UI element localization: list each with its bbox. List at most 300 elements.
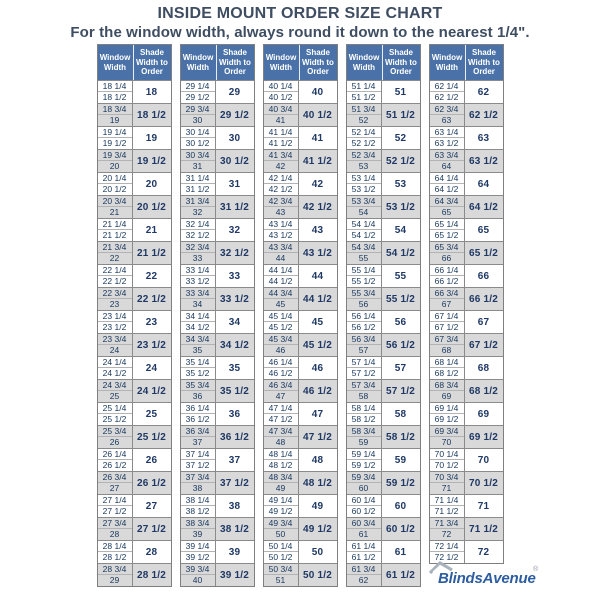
window-width-cell: 38 1/4 <box>181 495 215 506</box>
shade-width-header: Shade Width to Order <box>216 45 254 80</box>
size-row-group <box>430 149 503 172</box>
window-width-column <box>98 403 133 425</box>
window-width-cell: 54 1/2 <box>351 230 376 241</box>
window-width-cell: 26 3/4 <box>98 472 132 483</box>
shade-width-cell: 47 1/2 <box>302 431 332 443</box>
window-width-cell: 50 <box>275 529 286 540</box>
shade-width-cell: 70 1/2 <box>468 477 498 489</box>
shade-width-header: Shade Width to Order <box>465 45 503 80</box>
size-row-group <box>181 264 254 287</box>
window-width-cell: 33 <box>192 253 203 264</box>
window-width-cell: 37 1/2 <box>185 460 210 471</box>
window-width-column <box>264 265 299 287</box>
shade-width-header: Shade Width to Order <box>299 45 337 80</box>
shade-width-cell: 67 1/2 <box>468 339 498 351</box>
size-row-group <box>264 448 337 471</box>
window-width-cell: 72 1/2 <box>434 552 459 563</box>
window-width-cell: 63 1/2 <box>434 138 459 149</box>
window-width-cell: 50 3/4 <box>264 564 298 575</box>
window-width-column <box>430 150 465 172</box>
window-width-cell: 37 3/4 <box>181 472 215 483</box>
window-width-cell: 65 3/4 <box>430 242 464 253</box>
window-width-column <box>264 334 299 356</box>
shade-width-cell: 62 <box>477 86 490 98</box>
window-width-column <box>98 311 133 333</box>
shade-width-cell: 37 1/2 <box>219 477 249 489</box>
window-width-cell: 67 1/4 <box>430 311 464 322</box>
shade-width-cell: 30 <box>228 132 241 144</box>
window-width-column <box>264 127 299 149</box>
size-row-group <box>264 287 337 310</box>
window-width-cell: 33 1/2 <box>185 276 210 287</box>
column-headers <box>264 45 337 80</box>
window-width-cell: 34 1/2 <box>185 322 210 333</box>
window-width-column <box>264 104 299 126</box>
window-width-cell: 56 <box>358 299 369 310</box>
window-width-cell: 65 <box>441 207 452 218</box>
window-width-cell: 39 1/4 <box>181 541 215 552</box>
window-width-header: Window Width <box>181 45 216 80</box>
window-width-cell: 68 1/2 <box>434 368 459 379</box>
size-row-group <box>430 425 503 448</box>
window-width-cell: 46 1/4 <box>264 357 298 368</box>
window-width-cell: 22 <box>109 253 120 264</box>
size-table-column-group <box>97 44 172 587</box>
size-row-group <box>430 517 503 540</box>
shade-width-cell: 61 <box>394 546 407 558</box>
window-width-cell: 54 <box>358 207 369 218</box>
size-row-group <box>98 494 171 517</box>
shade-width-cell: 27 <box>145 500 158 512</box>
window-width-column <box>347 196 382 218</box>
size-row-group <box>347 425 420 448</box>
size-row-group <box>264 80 337 103</box>
shade-width-cell: 71 1/2 <box>468 523 498 535</box>
window-width-column <box>264 219 299 241</box>
window-width-column <box>264 242 299 264</box>
window-width-cell: 51 3/4 <box>347 104 381 115</box>
window-width-cell: 57 3/4 <box>347 380 381 391</box>
size-row-group <box>264 218 337 241</box>
size-row-group <box>98 517 171 540</box>
size-table-column-group <box>180 44 255 587</box>
window-width-column <box>98 196 133 218</box>
window-width-cell: 44 1/2 <box>268 276 293 287</box>
window-width-column <box>98 265 133 287</box>
size-row-group <box>347 287 420 310</box>
shade-width-cell: 50 1/2 <box>302 569 332 581</box>
window-width-cell: 18 3/4 <box>98 104 132 115</box>
shade-width-cell: 28 1/2 <box>136 569 166 581</box>
size-row-group <box>98 471 171 494</box>
window-width-column <box>181 334 216 356</box>
shade-width-cell: 54 1/2 <box>385 247 415 259</box>
window-width-cell: 43 1/4 <box>264 219 298 230</box>
size-row-group <box>181 379 254 402</box>
window-width-cell: 33 3/4 <box>181 288 215 299</box>
window-width-cell: 28 1/2 <box>102 552 127 563</box>
size-row-group <box>181 310 254 333</box>
window-width-cell: 23 1/2 <box>102 322 127 333</box>
size-row-group <box>98 126 171 149</box>
size-row-group <box>181 448 254 471</box>
window-width-cell: 29 3/4 <box>181 104 215 115</box>
window-width-cell: 60 1/2 <box>351 506 376 517</box>
size-table-column-group <box>346 44 421 587</box>
window-width-cell: 23 3/4 <box>98 334 132 345</box>
window-width-column <box>98 104 133 126</box>
size-row-group <box>98 80 171 103</box>
window-width-cell: 63 3/4 <box>430 150 464 161</box>
window-width-column <box>181 127 216 149</box>
size-row-group <box>181 103 254 126</box>
window-width-cell: 46 3/4 <box>264 380 298 391</box>
window-width-cell: 35 3/4 <box>181 380 215 391</box>
size-row-group <box>181 494 254 517</box>
shade-width-cell: 51 <box>394 86 407 98</box>
window-width-column <box>264 403 299 425</box>
window-width-cell: 38 3/4 <box>181 518 215 529</box>
shade-width-cell: 48 <box>311 454 324 466</box>
window-width-cell: 53 1/4 <box>347 173 381 184</box>
window-width-cell: 38 <box>192 483 203 494</box>
window-width-cell: 20 1/2 <box>102 184 127 195</box>
size-row-group <box>98 287 171 310</box>
shade-width-cell: 39 <box>228 546 241 558</box>
shade-width-cell: 52 1/2 <box>385 155 415 167</box>
size-row-group <box>264 310 337 333</box>
window-width-cell: 71 1/4 <box>430 495 464 506</box>
window-width-cell: 26 1/4 <box>98 449 132 460</box>
window-width-cell: 29 1/2 <box>185 92 210 103</box>
size-row-group <box>347 80 420 103</box>
window-width-cell: 18 1/2 <box>102 92 127 103</box>
window-width-cell: 35 1/4 <box>181 357 215 368</box>
window-width-column <box>98 288 133 310</box>
shade-width-cell: 63 1/2 <box>468 155 498 167</box>
size-row-group <box>181 333 254 356</box>
window-width-cell: 29 1/4 <box>181 81 215 92</box>
window-width-header: Window Width <box>98 45 133 80</box>
window-width-cell: 52 1/2 <box>351 138 376 149</box>
window-width-cell: 69 <box>441 391 452 402</box>
window-width-cell: 66 3/4 <box>430 288 464 299</box>
window-width-column <box>181 219 216 241</box>
window-width-cell: 43 3/4 <box>264 242 298 253</box>
window-width-column <box>347 518 382 540</box>
window-width-column <box>98 449 133 471</box>
window-width-column <box>98 242 133 264</box>
window-width-column <box>264 311 299 333</box>
size-row-group <box>264 494 337 517</box>
window-width-column <box>430 196 465 218</box>
window-width-column <box>264 564 299 586</box>
size-row-group <box>98 195 171 218</box>
window-width-cell: 39 3/4 <box>181 564 215 575</box>
shade-width-cell: 61 1/2 <box>385 569 415 581</box>
size-row-group <box>98 402 171 425</box>
window-width-cell: 53 <box>358 161 369 172</box>
window-width-cell: 39 1/2 <box>185 552 210 563</box>
window-width-cell: 22 1/4 <box>98 265 132 276</box>
logo-text: BlindsAvenue <box>438 570 536 587</box>
window-width-cell: 45 3/4 <box>264 334 298 345</box>
window-width-cell: 30 1/2 <box>185 138 210 149</box>
window-width-column <box>347 242 382 264</box>
window-width-cell: 24 1/4 <box>98 357 132 368</box>
size-row-group <box>430 126 503 149</box>
window-width-cell: 36 3/4 <box>181 426 215 437</box>
window-width-cell: 56 1/4 <box>347 311 381 322</box>
window-width-column <box>347 564 382 586</box>
window-width-cell: 49 1/2 <box>268 506 293 517</box>
window-width-cell: 23 1/4 <box>98 311 132 322</box>
shade-width-cell: 35 <box>228 362 241 374</box>
registered-mark: ® <box>533 566 539 573</box>
shade-width-cell: 18 1/2 <box>136 109 166 121</box>
window-width-cell: 25 <box>109 391 120 402</box>
window-width-column <box>181 311 216 333</box>
shade-width-cell: 55 <box>394 270 407 282</box>
size-row-group <box>181 517 254 540</box>
size-row-group <box>264 540 337 563</box>
window-width-cell: 19 <box>109 115 120 126</box>
size-row-group <box>347 448 420 471</box>
shade-width-cell: 25 1/2 <box>136 431 166 443</box>
size-row-group <box>98 333 171 356</box>
size-row-group <box>181 287 254 310</box>
window-width-cell: 50 1/2 <box>268 552 293 563</box>
window-width-cell: 27 1/2 <box>102 506 127 517</box>
window-width-column <box>98 81 133 103</box>
window-width-cell: 42 3/4 <box>264 196 298 207</box>
size-row-group <box>98 264 171 287</box>
size-row-group <box>347 126 420 149</box>
size-row-group <box>347 540 420 563</box>
size-row-group <box>264 471 337 494</box>
size-row-group <box>347 494 420 517</box>
window-width-cell: 58 3/4 <box>347 426 381 437</box>
size-row-group <box>264 517 337 540</box>
window-width-cell: 36 1/2 <box>185 414 210 425</box>
size-row-group <box>264 402 337 425</box>
window-width-cell: 67 3/4 <box>430 334 464 345</box>
window-width-cell: 69 3/4 <box>430 426 464 437</box>
size-row-group <box>347 333 420 356</box>
window-width-column <box>181 495 216 517</box>
size-row-group <box>98 448 171 471</box>
column-headers <box>181 45 254 80</box>
window-width-column <box>181 541 216 563</box>
window-width-column <box>264 196 299 218</box>
window-width-column <box>264 81 299 103</box>
shade-width-cell: 40 <box>311 86 324 98</box>
window-width-column <box>181 150 216 172</box>
size-row-group <box>347 517 420 540</box>
size-row-group <box>430 448 503 471</box>
window-width-column <box>347 449 382 471</box>
window-width-cell: 27 <box>109 483 120 494</box>
size-row-group <box>181 402 254 425</box>
size-row-group <box>181 356 254 379</box>
shade-width-cell: 49 <box>311 500 324 512</box>
window-width-cell: 48 3/4 <box>264 472 298 483</box>
size-table-column-group <box>263 44 338 587</box>
window-width-column <box>264 357 299 379</box>
shade-width-cell: 62 1/2 <box>468 109 498 121</box>
window-width-cell: 60 <box>358 483 369 494</box>
shade-width-cell: 48 1/2 <box>302 477 332 489</box>
shade-width-cell: 53 1/2 <box>385 201 415 213</box>
size-row-group <box>181 218 254 241</box>
shade-width-cell: 41 1/2 <box>302 155 332 167</box>
window-width-cell: 26 <box>109 437 120 448</box>
window-width-cell: 57 <box>358 345 369 356</box>
window-width-cell: 28 3/4 <box>98 564 132 575</box>
shade-width-cell: 45 1/2 <box>302 339 332 351</box>
shade-width-cell: 21 1/2 <box>136 247 166 259</box>
window-width-cell: 66 <box>441 253 452 264</box>
window-width-cell: 42 1/4 <box>264 173 298 184</box>
shade-width-cell: 32 <box>228 224 241 236</box>
shade-width-cell: 49 1/2 <box>302 523 332 535</box>
window-width-column <box>430 311 465 333</box>
window-width-column <box>264 426 299 448</box>
size-row-group <box>98 241 171 264</box>
size-row-group <box>430 471 503 494</box>
shade-width-cell: 34 <box>228 316 241 328</box>
window-width-column <box>347 311 382 333</box>
shade-width-cell: 28 <box>145 546 158 558</box>
window-width-cell: 49 <box>275 483 286 494</box>
window-width-cell: 70 <box>441 437 452 448</box>
shade-width-cell: 42 <box>311 178 324 190</box>
window-width-cell: 34 3/4 <box>181 334 215 345</box>
window-width-column <box>181 104 216 126</box>
window-width-cell: 23 <box>109 299 120 310</box>
window-width-cell: 70 1/2 <box>434 460 459 471</box>
window-width-column <box>264 288 299 310</box>
window-width-column <box>98 564 133 586</box>
size-row-group <box>264 379 337 402</box>
window-width-cell: 31 1/2 <box>185 184 210 195</box>
size-row-group <box>430 540 503 563</box>
size-row-group <box>264 172 337 195</box>
shade-width-cell: 59 <box>394 454 407 466</box>
window-width-cell: 61 1/2 <box>351 552 376 563</box>
shade-width-cell: 36 <box>228 408 241 420</box>
window-width-column <box>98 472 133 494</box>
window-width-column <box>347 127 382 149</box>
size-row-group <box>430 80 503 103</box>
window-width-cell: 33 1/4 <box>181 265 215 276</box>
window-width-column <box>430 357 465 379</box>
window-width-cell: 51 <box>275 575 286 586</box>
shade-width-cell: 65 <box>477 224 490 236</box>
window-width-cell: 52 3/4 <box>347 150 381 161</box>
window-width-cell: 64 1/4 <box>430 173 464 184</box>
shade-width-cell: 70 <box>477 454 490 466</box>
shade-width-cell: 24 <box>145 362 158 374</box>
shade-width-cell: 25 <box>145 408 158 420</box>
shade-width-cell: 40 1/2 <box>302 109 332 121</box>
window-width-column <box>181 449 216 471</box>
shade-width-cell: 31 <box>228 178 241 190</box>
size-row-group <box>430 172 503 195</box>
window-width-cell: 25 1/4 <box>98 403 132 414</box>
size-row-group <box>347 218 420 241</box>
window-width-column <box>347 472 382 494</box>
window-width-cell: 62 3/4 <box>430 104 464 115</box>
window-width-column <box>181 472 216 494</box>
window-width-cell: 56 3/4 <box>347 334 381 345</box>
size-row-group <box>98 172 171 195</box>
window-width-cell: 41 <box>275 115 286 126</box>
window-width-cell: 26 1/2 <box>102 460 127 471</box>
window-width-cell: 20 3/4 <box>98 196 132 207</box>
shade-width-cell: 26 1/2 <box>136 477 166 489</box>
window-width-cell: 51 1/4 <box>347 81 381 92</box>
window-width-cell: 61 3/4 <box>347 564 381 575</box>
size-row-group <box>264 264 337 287</box>
shade-width-cell: 39 1/2 <box>219 569 249 581</box>
shade-width-cell: 35 1/2 <box>219 385 249 397</box>
size-row-group <box>347 563 420 586</box>
shade-width-cell: 64 <box>477 178 490 190</box>
window-width-cell: 34 1/4 <box>181 311 215 322</box>
window-width-cell: 21 3/4 <box>98 242 132 253</box>
window-width-column <box>430 380 465 402</box>
window-width-cell: 60 1/4 <box>347 495 381 506</box>
size-row-group <box>347 402 420 425</box>
shade-width-cell: 32 1/2 <box>219 247 249 259</box>
shade-width-cell: 38 1/2 <box>219 523 249 535</box>
window-width-cell: 64 3/4 <box>430 196 464 207</box>
window-width-cell: 71 3/4 <box>430 518 464 529</box>
window-width-cell: 34 <box>192 299 203 310</box>
shade-width-cell: 45 <box>311 316 324 328</box>
shade-width-cell: 58 <box>394 408 407 420</box>
shade-width-cell: 56 1/2 <box>385 339 415 351</box>
shade-width-cell: 34 1/2 <box>219 339 249 351</box>
shade-width-cell: 23 <box>145 316 158 328</box>
window-width-column <box>181 518 216 540</box>
window-width-column <box>181 426 216 448</box>
shade-width-cell: 43 1/2 <box>302 247 332 259</box>
shade-width-cell: 66 1/2 <box>468 293 498 305</box>
window-width-cell: 36 1/4 <box>181 403 215 414</box>
shade-width-cell: 36 1/2 <box>219 431 249 443</box>
shade-width-cell: 57 1/2 <box>385 385 415 397</box>
window-width-cell: 42 <box>275 161 286 172</box>
window-width-cell: 54 1/4 <box>347 219 381 230</box>
size-row-group <box>98 563 171 586</box>
window-width-cell: 68 3/4 <box>430 380 464 391</box>
window-width-cell: 48 <box>275 437 286 448</box>
shade-width-cell: 67 <box>477 316 490 328</box>
window-width-cell: 54 3/4 <box>347 242 381 253</box>
window-width-cell: 62 <box>358 575 369 586</box>
window-width-cell: 41 1/2 <box>268 138 293 149</box>
window-width-column <box>347 380 382 402</box>
window-width-cell: 67 1/2 <box>434 322 459 333</box>
window-width-cell: 41 3/4 <box>264 150 298 161</box>
window-width-cell: 69 1/2 <box>434 414 459 425</box>
size-row-group <box>430 402 503 425</box>
window-width-column <box>430 127 465 149</box>
window-width-cell: 47 3/4 <box>264 426 298 437</box>
blindsavenue-logo <box>432 563 542 593</box>
